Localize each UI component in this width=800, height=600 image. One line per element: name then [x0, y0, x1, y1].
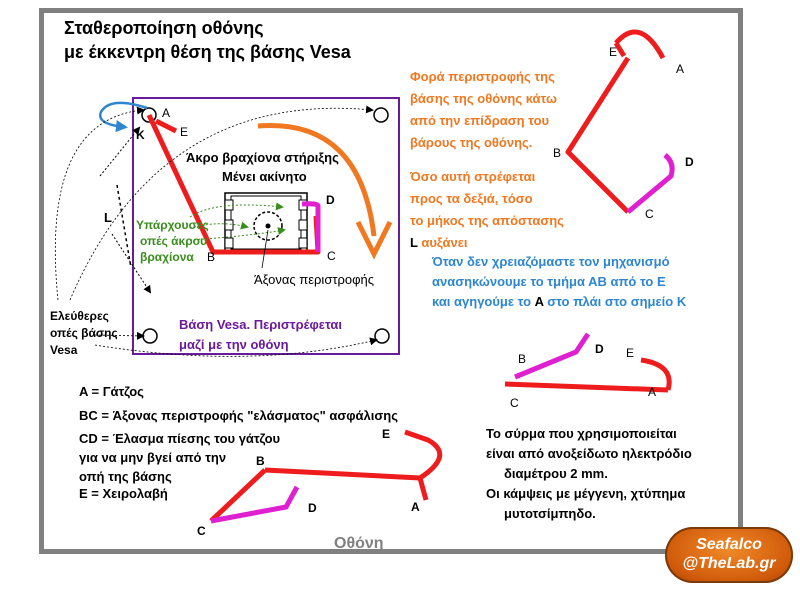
wire-line-1: Το σύρμα που χρησιμοποιείται [486, 426, 677, 441]
tr-label-D: D [685, 155, 694, 169]
mr-label-A: A [648, 385, 657, 399]
orange-line-3: από την επίδραση του [410, 113, 550, 128]
blue-line-3-post: στο πλάι στο σημείο Κ [543, 294, 687, 309]
bottom-hook-red [265, 470, 420, 478]
existing-holes-line-3: βραχίονα [140, 250, 194, 264]
tr-label-E: E [609, 45, 618, 59]
title-line-1: Σταθεροποίηση οθόνης [64, 18, 264, 38]
bottom-label-A: A [411, 500, 420, 514]
bottom-label-B: B [256, 454, 265, 468]
wire-line-2: είναι από ανοξείδωτο ηλεκτρόδιο [486, 446, 692, 461]
screen-label: Οθόνη [334, 535, 384, 552]
tr-label-A: A [676, 62, 685, 76]
vesa-base-label [179, 315, 342, 355]
label-E: E [180, 125, 189, 139]
tr-label-C: C [645, 207, 654, 221]
mr-label-D: D [595, 342, 604, 356]
arm-tip-static-label: Μένει ακίνητο [222, 169, 307, 184]
label-D: D [326, 193, 335, 207]
tr-hook-red [568, 58, 628, 212]
bottom-label-E: E [382, 427, 391, 441]
tr-label-B: B [553, 146, 562, 160]
seafalco-badge [665, 527, 793, 583]
legend-bc: BC = Άξονας περιστροφής "ελάσματος" ασφάλισης [79, 408, 398, 423]
orange-line-7: το μήκος της απόστασης [410, 213, 564, 228]
existing-holes-label [136, 217, 209, 265]
vesa-hole-bottom-right [375, 329, 389, 343]
vesa-base-line-1: Βάση Vesa. Περιστρέφεται [179, 317, 343, 332]
wire-text [486, 424, 692, 524]
bottom-hook-curve [405, 432, 440, 478]
orange-explanation [410, 66, 564, 254]
legend-cd [79, 429, 280, 486]
existing-holes-line-1: Υπάρχουσες [136, 218, 209, 232]
label-A: A [162, 106, 171, 120]
rotation-axis-label: Άξονας περιστροφής [254, 272, 375, 287]
L-dashed [117, 185, 131, 268]
mr-label-E: E [626, 346, 635, 360]
orange-line-8 [410, 232, 564, 254]
main-handle-E [156, 121, 176, 131]
green-arrow-1 [190, 205, 282, 217]
tr-hook-stub [616, 43, 624, 56]
page-title [64, 16, 351, 64]
wire-line-4: Οι κάμψεις με μέγγενη, χτύπημα [486, 486, 686, 501]
wire-line-3: διαμέτρου 2 mm. [504, 466, 608, 481]
orange-increases: αυξάνει [421, 235, 468, 250]
bottom-label-D: D [308, 501, 317, 515]
blue-line-3-A: A [534, 294, 544, 309]
orange-line-5: Όσο αυτή στρέφεται [410, 169, 536, 184]
label-K: K [136, 128, 145, 142]
mr-hook-red [505, 384, 668, 390]
mr-label-C: C [510, 396, 519, 410]
orange-L: L [410, 235, 418, 250]
tr-hook-magenta [628, 155, 672, 212]
badge-line-1: Seafalco [696, 536, 762, 553]
orange-line-4: βάρους της οθόνης. [410, 135, 533, 150]
free-holes-line-3: Vesa [50, 343, 78, 357]
bottom-label-C: C [197, 524, 206, 538]
existing-holes-line-2: οπές άκρου [140, 234, 207, 248]
free-holes-line-2: οπές βάσης [50, 326, 118, 340]
blue-line-3 [432, 292, 686, 312]
badge-line-2: @TheLab.gr [682, 555, 776, 572]
orange-line-1: Φορά περιστροφής της [410, 69, 555, 84]
free-holes-line-1: Ελεύθερες [50, 309, 109, 323]
k-arrow [100, 103, 147, 127]
vesa-hole-top-right [374, 108, 388, 122]
wire-line-5: μυτοτσίμπηδο. [504, 506, 596, 521]
blue-line-2: ανασηκώνουμε το τμήμα ΑΒ από το Ε [432, 274, 666, 289]
title-line-2: με έκκεντρη θέση της βάσης Vesa [64, 42, 351, 62]
L-label: L [104, 210, 112, 225]
blue-line-1: Όταν δεν χρειαζόμαστε τον μηχανισμό [432, 254, 670, 269]
arm-tip-label: Άκρο βραχίονα στήριξης [186, 150, 339, 165]
orange-line-6: προς τα δεξιά, τόσο [410, 191, 533, 206]
legend-a: A = Γάτζος [79, 384, 144, 399]
label-B: B [207, 250, 216, 264]
vesa-base-line-2: μαζί με την οθόνη [179, 337, 289, 352]
blue-explanation [432, 252, 686, 312]
bottom-hook-stub [420, 478, 426, 500]
free-holes-label [50, 308, 118, 359]
orange-line-2: βάσης της οθόνης κάτω [410, 91, 557, 106]
blue-line-3-pre: και αγηγούμε το [432, 294, 535, 309]
legend-cd-line-2: για να μην βγεί από την [79, 450, 227, 465]
label-C: C [327, 249, 336, 263]
mr-label-B: B [518, 352, 527, 366]
vesa-hole-bottom-left [143, 329, 157, 343]
legend-e: E = Χειρολαβή [79, 486, 168, 501]
bottom-hook-magenta [211, 487, 297, 521]
legend-cd-line-1: CD = Έλασμα πίεσης του γάτζου [79, 431, 281, 446]
legend-cd-line-3: οπή της βάσης [79, 469, 172, 484]
free-holes-arrow-1 [55, 110, 143, 300]
